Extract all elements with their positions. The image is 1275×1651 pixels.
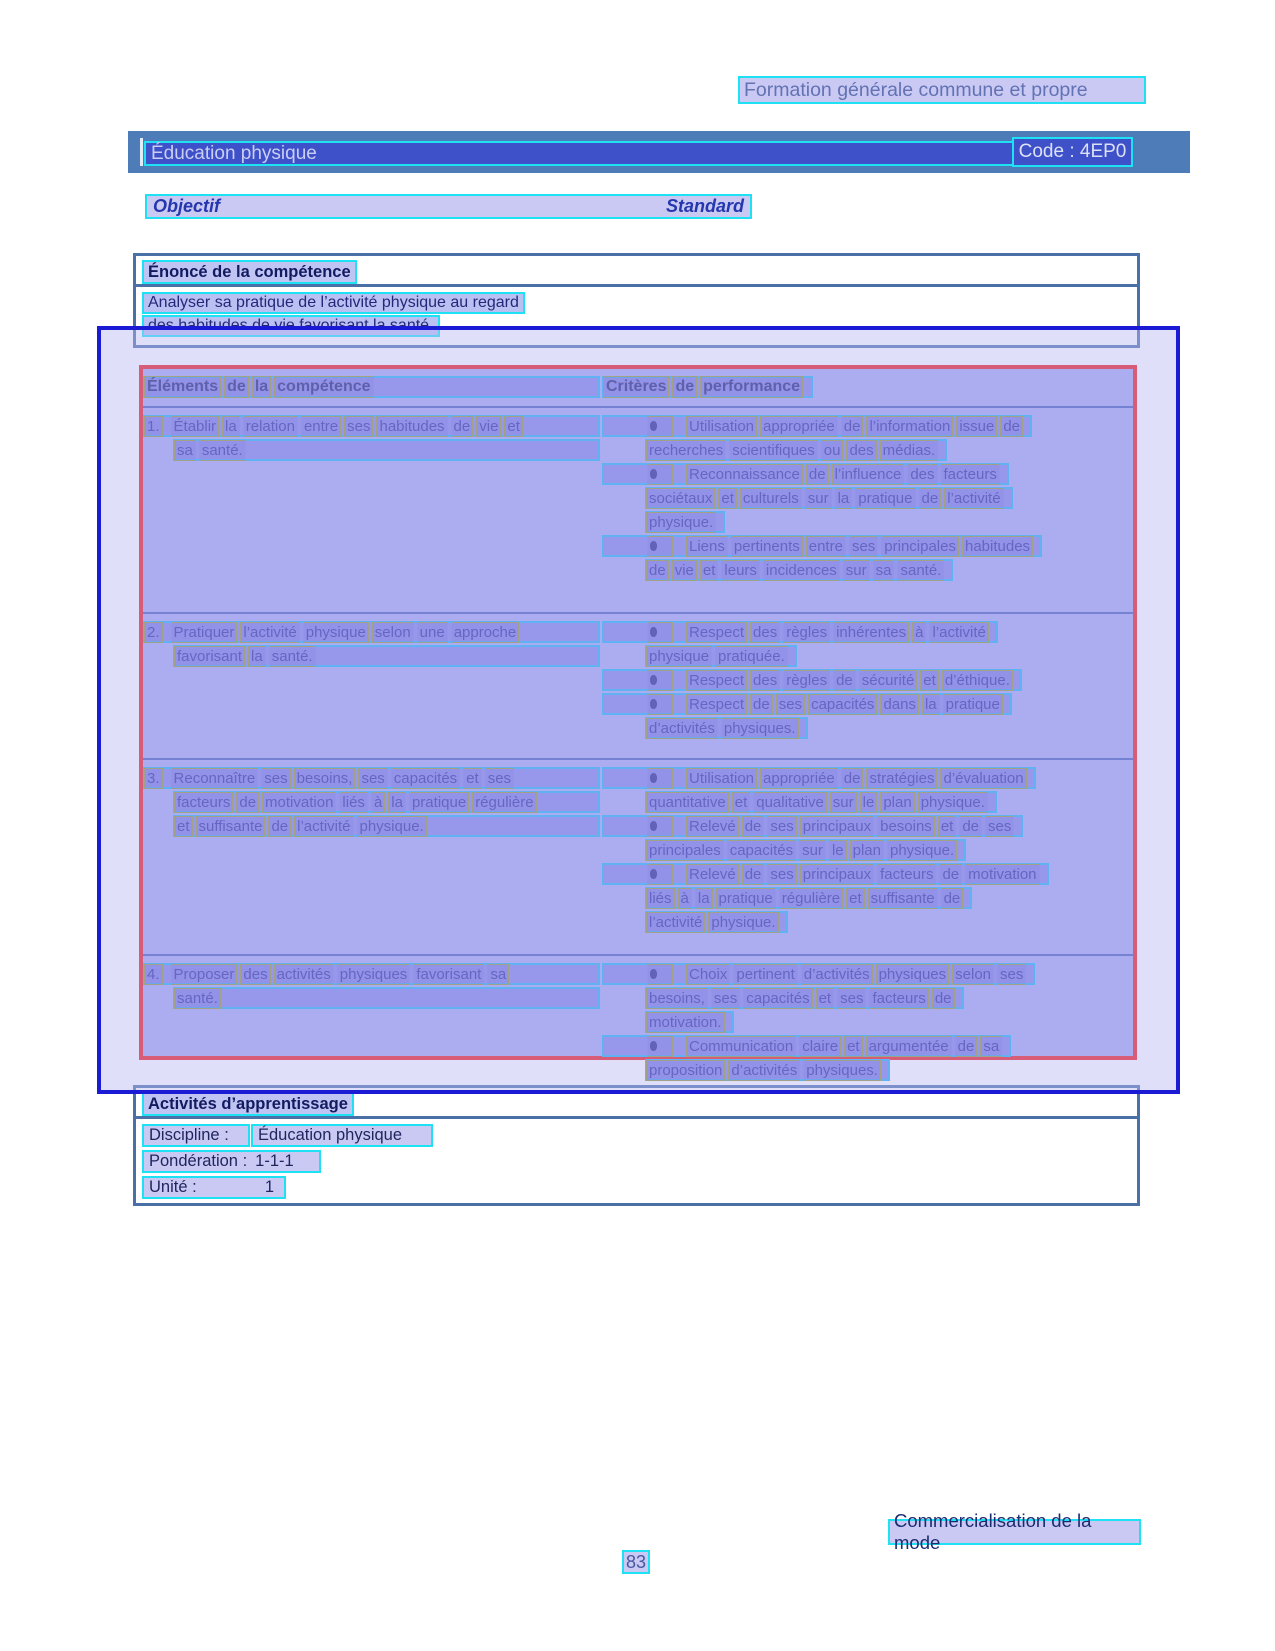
element-cell [143, 963, 602, 1093]
criteria-cell [602, 963, 1133, 1093]
word: de [843, 769, 861, 787]
word: de [836, 671, 853, 689]
word: de [744, 865, 762, 883]
word: Relevé [689, 817, 736, 835]
ocr-line-highlight [602, 669, 1022, 691]
ocr-line-highlight [602, 863, 1049, 885]
word: Respect [689, 695, 745, 713]
bullet-icon [648, 817, 672, 836]
word: régulière [781, 889, 841, 907]
word: habitudes [379, 417, 445, 435]
word: à [373, 793, 383, 811]
bullet-glyph [650, 773, 657, 783]
word: de [227, 378, 246, 395]
word: santé. [177, 989, 218, 1007]
word: l’activité [932, 623, 986, 641]
word: Choix [689, 965, 728, 983]
ocr-line-highlight [645, 559, 953, 581]
word: dans [883, 695, 916, 713]
enonce-heading-row [136, 256, 1137, 287]
enonce-body [136, 287, 1137, 337]
ocr-line-highlight [645, 887, 972, 909]
word: et [849, 889, 862, 907]
word: et [940, 817, 954, 835]
word: de [808, 465, 826, 483]
word: de [934, 989, 952, 1007]
word: de [921, 489, 939, 507]
ocr-line-highlight: des habitudes de vie favorisant la santé. [142, 315, 440, 337]
ocr-line-highlight [645, 1011, 734, 1033]
word: des [753, 623, 778, 641]
word: principaux [802, 865, 872, 883]
word: Communication [689, 1037, 794, 1055]
word: la [251, 647, 263, 665]
word: Respect [689, 671, 745, 689]
ocr-line-highlight [602, 621, 998, 643]
word: physique. [359, 817, 424, 835]
word: scientifiques [732, 441, 815, 459]
unite-value: 1 [264, 1178, 274, 1196]
word: Respect [689, 623, 745, 641]
word: facteurs [872, 989, 926, 1007]
activites-apprentissage-box [133, 1085, 1140, 1206]
word: de [675, 378, 695, 395]
word: recherches [649, 441, 724, 459]
word: et [466, 769, 479, 787]
ocr-line-highlight [173, 987, 600, 1009]
table-row [143, 956, 1133, 1099]
word: ses [264, 769, 288, 787]
word: d’activités [803, 965, 870, 983]
word: Utilisation [689, 417, 755, 435]
word: sur [807, 489, 829, 507]
word: et [923, 671, 936, 689]
table-row [143, 614, 1133, 760]
item-number: 2. [147, 623, 160, 641]
word: besoins [880, 817, 932, 835]
word: ses [770, 865, 794, 883]
word: stratégies [869, 769, 935, 787]
table-body [143, 408, 1133, 1099]
word: ses [361, 769, 385, 787]
criteria-cell [602, 767, 1133, 948]
word: d’activités [649, 719, 715, 737]
ponderation-field [142, 1150, 1137, 1173]
ocr-line-highlight [602, 1035, 1011, 1057]
word: physique. [889, 841, 955, 859]
table-header-left-cell [143, 376, 602, 400]
word: entre [303, 417, 339, 435]
word: et [847, 1037, 860, 1055]
word: et [702, 561, 716, 579]
word: sécurité [861, 671, 915, 689]
objectif-label: Objectif [153, 196, 221, 216]
unite-box [142, 1176, 286, 1199]
running-header [738, 76, 1146, 104]
word: la [225, 417, 237, 435]
ocr-line-highlight [602, 767, 1036, 789]
enonce-heading: Énoncé de la compétence [142, 260, 357, 284]
ocr-line-highlight [173, 439, 600, 461]
running-header-text: Formation générale commune et propre [744, 78, 1088, 101]
word: une [419, 623, 445, 641]
word: principales [649, 841, 721, 859]
word: Proposer [173, 965, 235, 983]
ocr-line-highlight [602, 963, 1035, 985]
word: de [453, 417, 471, 435]
word: capacités [393, 769, 458, 787]
word: Critères [606, 378, 667, 395]
word: principales [884, 537, 956, 555]
bullet-icon [648, 465, 672, 484]
ocr-line-highlight [645, 987, 964, 1009]
bullet-glyph [650, 627, 657, 637]
table-header-right-cell [602, 376, 1133, 400]
word: de [753, 695, 770, 713]
ocr-line-highlight [143, 621, 600, 643]
word: pertinent [736, 965, 795, 983]
word: Liens [689, 537, 725, 555]
word: capacités [811, 695, 875, 713]
word: besoins, [649, 989, 705, 1007]
discipline-value: Éducation physique [251, 1124, 433, 1147]
ocr-line-highlight [645, 1059, 890, 1081]
word: la [697, 889, 710, 907]
discipline-title-bar [128, 131, 1190, 173]
word: Reconnaissance [689, 465, 800, 483]
word: Pratiquer [173, 623, 235, 641]
ocr-line-highlight [602, 815, 1023, 837]
word: sur [802, 841, 823, 859]
word: le [831, 841, 844, 859]
word: motivation. [649, 1013, 722, 1031]
word: physiques. [806, 1061, 878, 1079]
word: ses [778, 695, 803, 713]
bullet-glyph [650, 541, 657, 551]
bullet-icon [648, 1037, 672, 1056]
word: physique [649, 647, 710, 665]
word: et [734, 793, 748, 811]
title-bar-tick [140, 138, 143, 166]
word: de [271, 817, 289, 835]
ocr-line-highlight [143, 767, 600, 789]
word: culturels [742, 489, 799, 507]
word: incidences [765, 561, 837, 579]
discipline-title-highlight [144, 141, 1131, 166]
word: de [239, 793, 257, 811]
word: d’évaluation [943, 769, 1024, 787]
word: physique. [711, 913, 776, 931]
word: physique. [649, 513, 714, 531]
word: Établir [173, 417, 217, 435]
word: Utilisation [689, 769, 755, 787]
ocr-line-highlight [645, 645, 797, 667]
word: Reconnaître [173, 769, 256, 787]
course-code [1012, 137, 1133, 167]
criteria-cell [602, 415, 1133, 606]
word: motivation [968, 865, 1037, 883]
word: quantitative [649, 793, 726, 811]
enonce-competence-box [133, 253, 1140, 348]
word: selon [955, 965, 991, 983]
word: sa [177, 441, 193, 459]
word: pratique [945, 695, 1000, 713]
word: sa [983, 1037, 1000, 1055]
word: argumentée [868, 1037, 949, 1055]
word: habitudes [965, 537, 1031, 555]
word: appropriée [763, 417, 835, 435]
word: compétence [277, 378, 371, 395]
word: santé. [900, 561, 942, 579]
word: suffisante [870, 889, 935, 907]
word: ses [347, 417, 371, 435]
word: de [649, 561, 666, 579]
word: de [942, 865, 960, 883]
discipline-label: Discipline : [142, 1124, 250, 1147]
word: ses [713, 989, 738, 1007]
ocr-line-highlight [143, 415, 600, 437]
standard-label: Standard [665, 196, 744, 216]
word: physiques. [723, 719, 796, 737]
word: et [507, 417, 520, 435]
word: inhérentes [836, 623, 907, 641]
word: médias. [882, 441, 936, 459]
activites-heading-row [136, 1088, 1137, 1119]
footer-program-text: Commercialisation de la mode [894, 1510, 1092, 1553]
word: sa [875, 561, 892, 579]
word: sa [490, 965, 507, 983]
word: leurs [724, 561, 757, 579]
ocr-line-highlight [645, 717, 808, 739]
word: physique [305, 623, 366, 641]
word: ou [823, 441, 841, 459]
element-cell [143, 415, 602, 606]
element-cell [143, 621, 602, 752]
course-code-text: Code : 4EP0 [1018, 141, 1127, 162]
word: plan [883, 793, 912, 811]
activites-body [136, 1119, 1137, 1199]
word: principaux [802, 817, 872, 835]
word: qualitative [756, 793, 824, 811]
word: de [957, 1037, 975, 1055]
word: de [962, 817, 980, 835]
bullet-icon [648, 865, 672, 884]
ocr-line-highlight [645, 487, 1013, 509]
word: règles [786, 671, 828, 689]
item-number: 1. [147, 417, 160, 435]
word: des [753, 671, 778, 689]
ponderation-box [142, 1150, 321, 1173]
word: l’influence [834, 465, 902, 483]
word: claire [802, 1037, 839, 1055]
word: ses [487, 769, 512, 787]
criteria-cell [602, 621, 1133, 752]
word: santé. [201, 441, 243, 459]
word: régulière [475, 793, 534, 811]
bullet-glyph [650, 469, 657, 479]
word: l’activité [649, 913, 703, 931]
word: Éléments [147, 378, 219, 395]
bullet-glyph [650, 869, 657, 879]
bullet-glyph [650, 699, 657, 709]
bullet-icon [648, 769, 672, 788]
bullet-icon [648, 671, 672, 690]
page-number: 83 [622, 1550, 650, 1574]
word: sur [845, 561, 867, 579]
word: relation [245, 417, 295, 435]
word: pertinents [733, 537, 800, 555]
ponderation-value: 1-1-1 [255, 1152, 294, 1170]
word: pratique [718, 889, 773, 907]
ocr-line-highlight [645, 439, 947, 461]
ocr-line-highlight [602, 535, 1042, 557]
ocr-line-highlight [143, 376, 600, 398]
ocr-line-highlight [645, 791, 997, 813]
word: facteurs [177, 793, 231, 811]
word: pratique [411, 793, 467, 811]
bullet-icon [648, 537, 672, 556]
activites-heading: Activités d’apprentissage [142, 1092, 354, 1116]
word: performance [703, 378, 801, 395]
word: de [1003, 417, 1021, 435]
word: de [943, 889, 961, 907]
word: ses [1000, 965, 1024, 983]
word: ses [840, 989, 864, 1007]
bullet-glyph [650, 421, 657, 431]
word: la [254, 378, 269, 395]
element-cell [143, 767, 602, 948]
ocr-line-highlight [645, 839, 966, 861]
word: la [391, 793, 403, 811]
ocr-line-highlight [602, 693, 1012, 715]
word: l’activité [297, 817, 351, 835]
word: favorisant [416, 965, 482, 983]
word: l’activité [243, 623, 297, 641]
word: sociétaux [649, 489, 713, 507]
competency-table [139, 365, 1137, 1079]
ocr-line-highlight [602, 376, 813, 398]
word: Relevé [689, 865, 736, 883]
word: pratique [858, 489, 913, 507]
ocr-line-highlight [602, 415, 1032, 437]
word: à [680, 889, 689, 907]
table-row [143, 408, 1133, 614]
bullet-icon [648, 695, 672, 714]
table-header-row [143, 369, 1133, 408]
word: favorisant [177, 647, 243, 665]
word: l’activité [947, 489, 1001, 507]
word: appropriée [763, 769, 835, 787]
word: l’information [869, 417, 951, 435]
word: entre [808, 537, 843, 555]
word: et [818, 989, 832, 1007]
ocr-line-highlight [173, 645, 600, 667]
bullet-glyph [650, 675, 657, 685]
bullet-icon [648, 623, 672, 642]
word: approche [453, 623, 517, 641]
word: des [243, 965, 268, 983]
ocr-line-highlight [173, 815, 600, 837]
word: motivation [265, 793, 334, 811]
word: besoins, [296, 769, 353, 787]
word: et [721, 489, 734, 507]
ocr-line-highlight [645, 511, 725, 533]
ocr-line-highlight [173, 791, 600, 813]
unite-label: Unité : [149, 1178, 197, 1196]
word: physiques [878, 965, 947, 983]
word: physique. [920, 793, 985, 811]
ocr-line-highlight [645, 911, 788, 933]
ocr-line-highlight: Analyser sa pratique de l’activité physique au regard [142, 292, 525, 314]
word: d’éthique. [944, 671, 1010, 689]
word: ses [851, 537, 876, 555]
table-row [143, 760, 1133, 956]
word: proposition [649, 1061, 723, 1079]
item-number: 4. [147, 965, 160, 983]
word: le [862, 793, 875, 811]
word: issue [959, 417, 995, 435]
word: liés [649, 889, 672, 907]
word: sur [832, 793, 854, 811]
word: de [744, 817, 762, 835]
word: suffisante [198, 817, 263, 835]
word: d’activités [731, 1061, 798, 1079]
word: facteurs [943, 465, 997, 483]
word: la [924, 695, 937, 713]
word: ses [770, 817, 794, 835]
word: pratiquée. [718, 647, 785, 665]
word: physiques [339, 965, 408, 983]
footer-program-name [888, 1510, 1141, 1553]
discipline-field [142, 1124, 1137, 1147]
unite-field [142, 1176, 1137, 1199]
word: et [177, 817, 190, 835]
ocr-line-highlight [602, 463, 1009, 485]
word: des [910, 465, 935, 483]
ponderation-label: Pondération : [149, 1152, 248, 1170]
discipline-title: Éducation physique [151, 142, 317, 164]
item-number: 3. [147, 769, 160, 787]
word: ses [988, 817, 1012, 835]
word: activités [276, 965, 331, 983]
bullet-glyph [650, 1041, 657, 1051]
bullet-icon [648, 417, 672, 436]
word: liés [342, 793, 365, 811]
word: à [915, 623, 924, 641]
word: vie [674, 561, 694, 579]
word: santé. [271, 647, 313, 665]
word: règles [786, 623, 828, 641]
word: capacités [746, 989, 810, 1007]
bullet-glyph [650, 969, 657, 979]
word: plan [852, 841, 881, 859]
word: capacités [729, 841, 794, 859]
bullet-icon [648, 965, 672, 984]
word: de [843, 417, 861, 435]
ocr-line-highlight [143, 963, 600, 985]
word: des [849, 441, 874, 459]
word: facteurs [880, 865, 934, 883]
word: la [837, 489, 850, 507]
word: selon [374, 623, 411, 641]
bullet-glyph [650, 821, 657, 831]
objectif-standard-row [145, 194, 752, 219]
word: vie [479, 417, 499, 435]
